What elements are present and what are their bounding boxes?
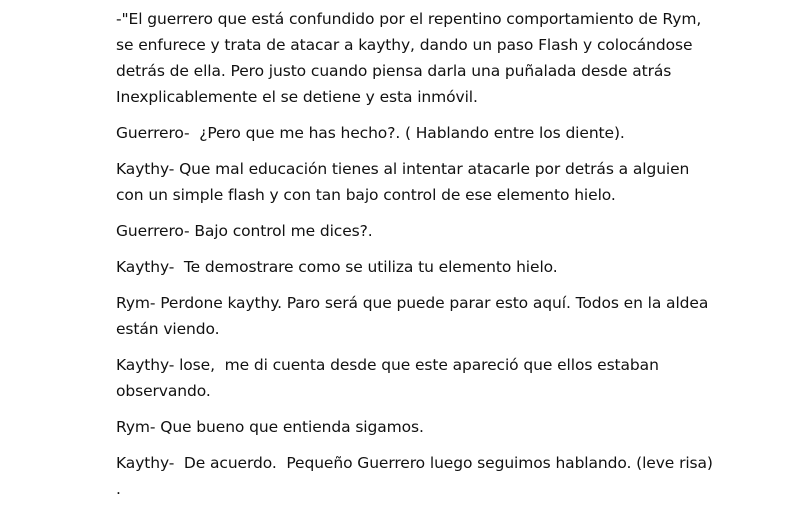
paragraph-dialogue-kaythy: Kaythy- De acuerdo. Pequeño Guerrero luego seguimos hablando. (leve risa) .: [116, 454, 718, 498]
paragraph-dialogue-kaythy: Kaythy- Te demostrare como se utiliza tu elemento hielo.: [116, 258, 558, 276]
paragraph-dialogue-kaythy: Kaythy- lose, me di cuenta desde que este apareció que ellos estaban observando.: [116, 356, 664, 400]
paragraph-dialogue-guerrero: Guerrero- ¿Pero que me has hecho?. ( Hablando entre los diente).: [116, 124, 625, 142]
paragraph-dialogue-rym: Rym- Perdone kaythy. Paro será que puede parar esto aquí. Todos en la aldea están viendo.: [116, 294, 714, 338]
document-body: [116, 6, 716, 512]
paragraph-dialogue-rym: Rym- Que bueno que entienda sigamos.: [116, 418, 424, 436]
paragraph-narration: -"El guerrero que está confundido por el repentino comportamiento de Rym, se enfurece y trata de atacar a kaythy, dando un paso Flash y colocándose detrás de ella. Pero justo cuando piensa darla una puñalada desde atrás Inexplicablemente el se detiene y esta inmóvil.: [116, 10, 711, 106]
paragraph-dialogue-kaythy: Kaythy- Que mal educación tienes al intentar atacarle por detrás a alguien con un simple flash y con tan bajo control de ese elemento hielo.: [116, 160, 695, 204]
paragraph-dialogue-guerrero: Guerrero- Bajo control me dices?.: [116, 222, 373, 240]
